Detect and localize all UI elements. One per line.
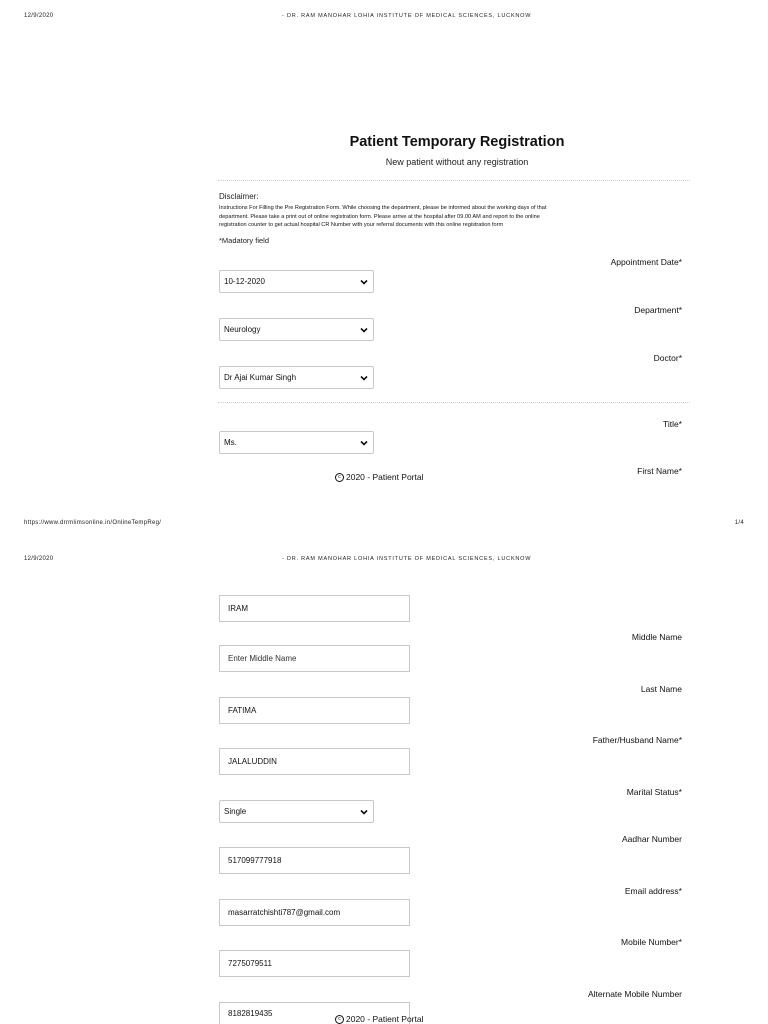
footer xyxy=(335,1014,424,1024)
title-value: Ms. xyxy=(224,438,237,447)
email-value: masarratchishti787@gmail.com xyxy=(228,908,341,917)
print-date: 12/9/2020 xyxy=(24,556,54,562)
aadhar-input[interactable] xyxy=(219,847,410,874)
marital-status-value: Single xyxy=(224,807,247,816)
middle-name-label: Middle Name xyxy=(631,632,682,642)
first-name-value: IRAM xyxy=(228,604,248,613)
page-title: Patient Temporary Registration xyxy=(349,134,565,150)
title-select[interactable] xyxy=(219,431,374,454)
footer-text: 2020 - Patient Portal xyxy=(346,1014,424,1024)
divider xyxy=(218,180,690,181)
doctor-select[interactable] xyxy=(219,366,374,389)
copyright-icon: c xyxy=(335,1015,344,1024)
page-subtitle: New patient without any registration xyxy=(385,157,529,167)
first-name-label: First Name* xyxy=(637,466,682,476)
mandatory-note: *Madatory field xyxy=(219,236,270,245)
mobile-input[interactable] xyxy=(219,950,410,977)
divider xyxy=(218,402,690,403)
chevron-down-icon xyxy=(358,372,370,384)
father-husband-input[interactable] xyxy=(219,748,410,775)
disclaimer-line: department. Please take a print out of online registration form. Please arrive at the hospital after 09.00 AM and report to the online xyxy=(219,213,540,220)
marital-status-select[interactable] xyxy=(219,800,374,823)
aadhar-label: Aadhar Number xyxy=(621,834,682,844)
chevron-down-icon xyxy=(358,437,370,449)
print-header: - DR. RAM MANOHAR LOHIA INSTITUTE OF MEDICAL SCIENCES, LUCKNOW xyxy=(282,13,532,19)
page-number: 1/4 xyxy=(734,520,744,526)
department-select[interactable] xyxy=(219,318,374,341)
doctor-label: Doctor* xyxy=(653,353,682,363)
aadhar-value: 517099777918 xyxy=(228,856,282,865)
title-label: Title* xyxy=(662,419,682,429)
chevron-down-icon xyxy=(358,276,370,288)
print-date: 12/9/2020 xyxy=(24,13,54,19)
alt-mobile-label: Alternate Mobile Number xyxy=(587,989,682,999)
last-name-value: FATIMA xyxy=(228,706,257,715)
chevron-down-icon xyxy=(358,324,370,336)
doctor-value: Dr Ajai Kumar Singh xyxy=(224,373,297,382)
marital-status-label: Marital Status* xyxy=(626,787,682,797)
appointment-date-select[interactable] xyxy=(219,270,374,293)
last-name-input[interactable] xyxy=(219,697,410,724)
copyright-icon: c xyxy=(335,473,344,482)
print-url: https://www.drrmlimsonline.in/OnlineTempReg/ xyxy=(24,520,162,526)
department-value: Neurology xyxy=(224,325,261,334)
chevron-down-icon xyxy=(358,806,370,818)
last-name-label: Last Name xyxy=(640,684,682,694)
print-header: - DR. RAM MANOHAR LOHIA INSTITUTE OF MEDICAL SCIENCES, LUCKNOW xyxy=(282,556,532,562)
alt-mobile-value: 8182819435 xyxy=(228,1009,273,1018)
footer xyxy=(335,472,424,482)
department-label: Department* xyxy=(634,305,682,315)
email-label: Email address* xyxy=(624,886,682,896)
father-husband-label: Father/Husband Name* xyxy=(592,735,682,745)
mobile-label: Mobile Number* xyxy=(621,937,682,947)
disclaimer-label: Disclaimer: xyxy=(219,192,259,201)
appointment-date-label: Appointment Date* xyxy=(610,257,682,267)
father-husband-value: JALALUDDIN xyxy=(228,757,277,766)
disclaimer-line: registration counter to get actual hospital CR Number with your referral documents with this online registration form xyxy=(219,222,504,229)
footer-text: 2020 - Patient Portal xyxy=(346,472,424,482)
disclaimer-line: Instructions For Filling the Pre Registration Form. While choosing the department, please be informed about the working days of that xyxy=(219,205,547,211)
appointment-date-value: 10-12-2020 xyxy=(224,277,265,286)
disclaimer-text xyxy=(219,204,689,230)
middle-name-input[interactable] xyxy=(219,645,410,672)
middle-name-placeholder: Enter Middle Name xyxy=(228,654,297,663)
email-input[interactable] xyxy=(219,899,410,926)
mobile-value: 7275079511 xyxy=(228,959,272,968)
first-name-input[interactable] xyxy=(219,595,410,622)
